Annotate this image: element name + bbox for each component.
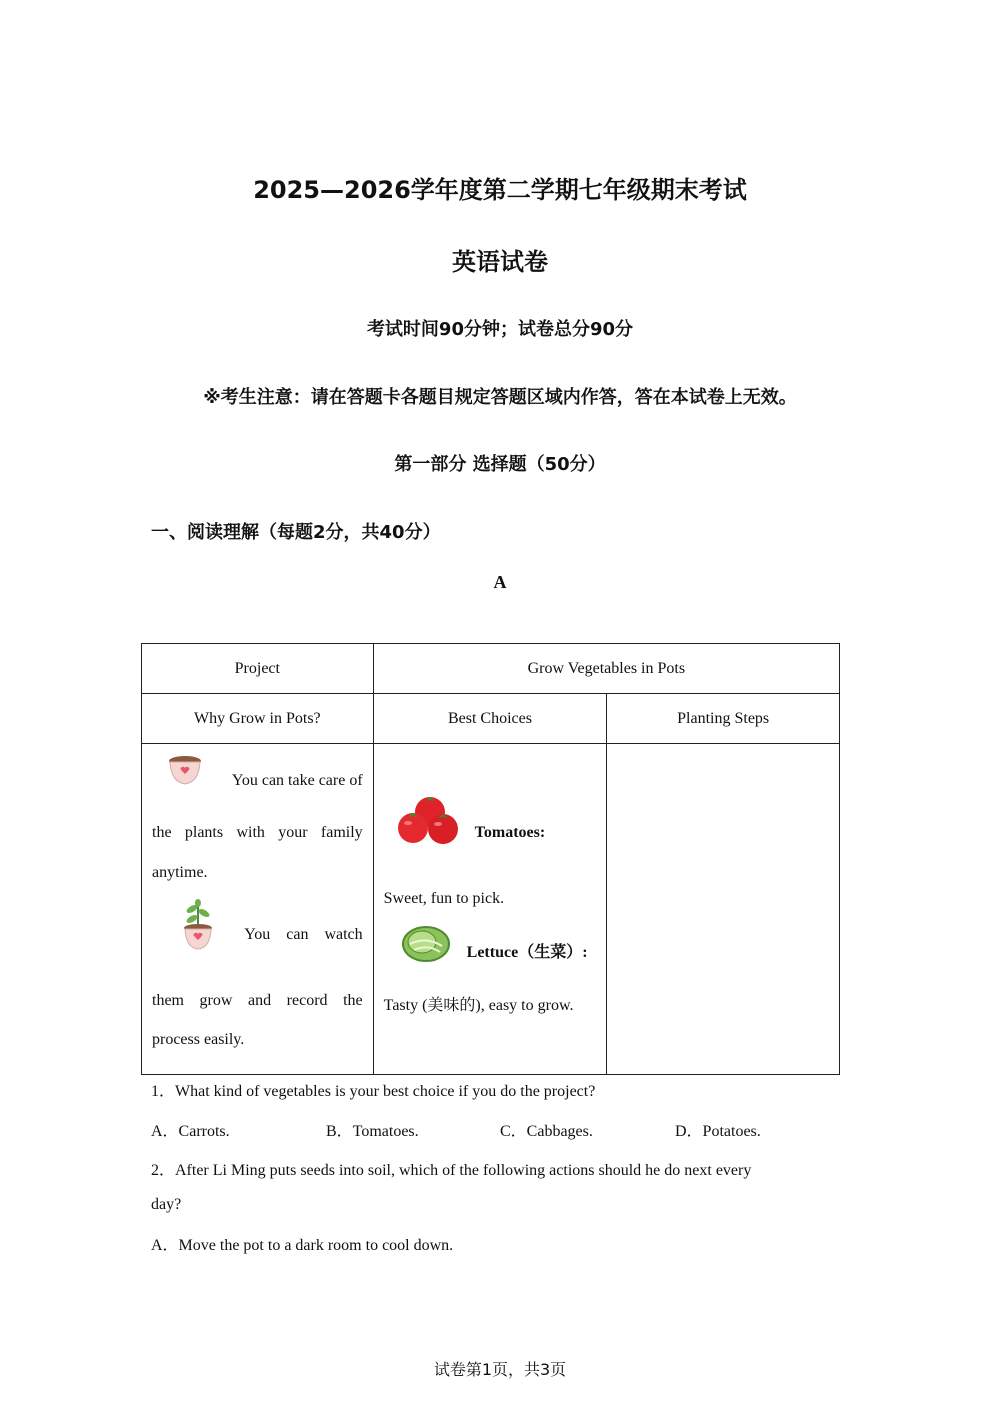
passage-label: A — [493, 572, 507, 592]
why-item1-line3: anytime. — [152, 864, 208, 881]
project-label: Project — [142, 644, 374, 694]
lettuce-name — [467, 939, 588, 962]
part-heading: 第一部分 选择题（50分） — [394, 454, 606, 475]
tomato-desc: Sweet, fun to pick. — [383, 890, 505, 907]
question-2-line2: day? — [151, 1196, 182, 1213]
page-footer: 试卷第1页，共3页 — [433, 1360, 567, 1379]
q1-option-a: A．Carrots. — [151, 1123, 230, 1140]
choices-cell — [373, 744, 607, 1075]
pot-icon — [167, 754, 203, 786]
exam-title: 2025—2026学年度第二学期七年级期末考试 — [253, 176, 747, 204]
q1-option-b: B．Tomatoes. — [326, 1123, 419, 1140]
lettuce-icon — [400, 922, 452, 966]
q2-option-a: A．Move the pot to a dark room to cool down. — [151, 1237, 454, 1254]
why-item2-line3: process easily. — [152, 1031, 245, 1048]
why-header: Why Grow in Pots? — [142, 694, 374, 744]
tomato-name: Tomatoes: — [474, 824, 546, 841]
why-item2-line2: them grow and record the — [152, 992, 363, 1009]
q1-option-d: D．Potatoes. — [675, 1123, 761, 1140]
project-value: Grow Vegetables in Pots — [373, 644, 839, 694]
lettuce-name-text: Lettuce（生菜）: — [466, 944, 588, 961]
notice: ※考生注意：请在答题卡各题目规定答题区域内作答，答在本试卷上无效。 — [203, 387, 797, 408]
exam-subtitle: 英语试卷 — [452, 248, 548, 276]
steps-header: Planting Steps — [607, 694, 840, 744]
project-table — [141, 643, 840, 1075]
question-2-line1: 2．After Li Ming puts seeds into soil, which of the following actions should he do next every — [151, 1162, 752, 1179]
lettuce-desc: Tasty (美味的), easy to grow. — [383, 997, 574, 1014]
exam-info: 考试时间90分钟；试卷总分90分 — [366, 319, 634, 340]
why-item1-line2: the plants with your family — [152, 824, 363, 841]
steps-cell — [607, 744, 840, 1075]
section-heading: 一、阅读理解（每题2分，共40分） — [151, 522, 441, 543]
why-item2-line1: You can watch — [244, 926, 363, 943]
why-cell — [142, 744, 374, 1075]
seedling-pot-icon — [180, 899, 216, 951]
question-1: 1．What kind of vegetables is your best choice if you do the project? — [151, 1083, 596, 1100]
why-item1-line1: You can take care of — [231, 772, 363, 789]
q1-option-c: C．Cabbages. — [500, 1123, 593, 1140]
tomato-icon — [396, 792, 462, 846]
choices-header: Best Choices — [373, 694, 607, 744]
